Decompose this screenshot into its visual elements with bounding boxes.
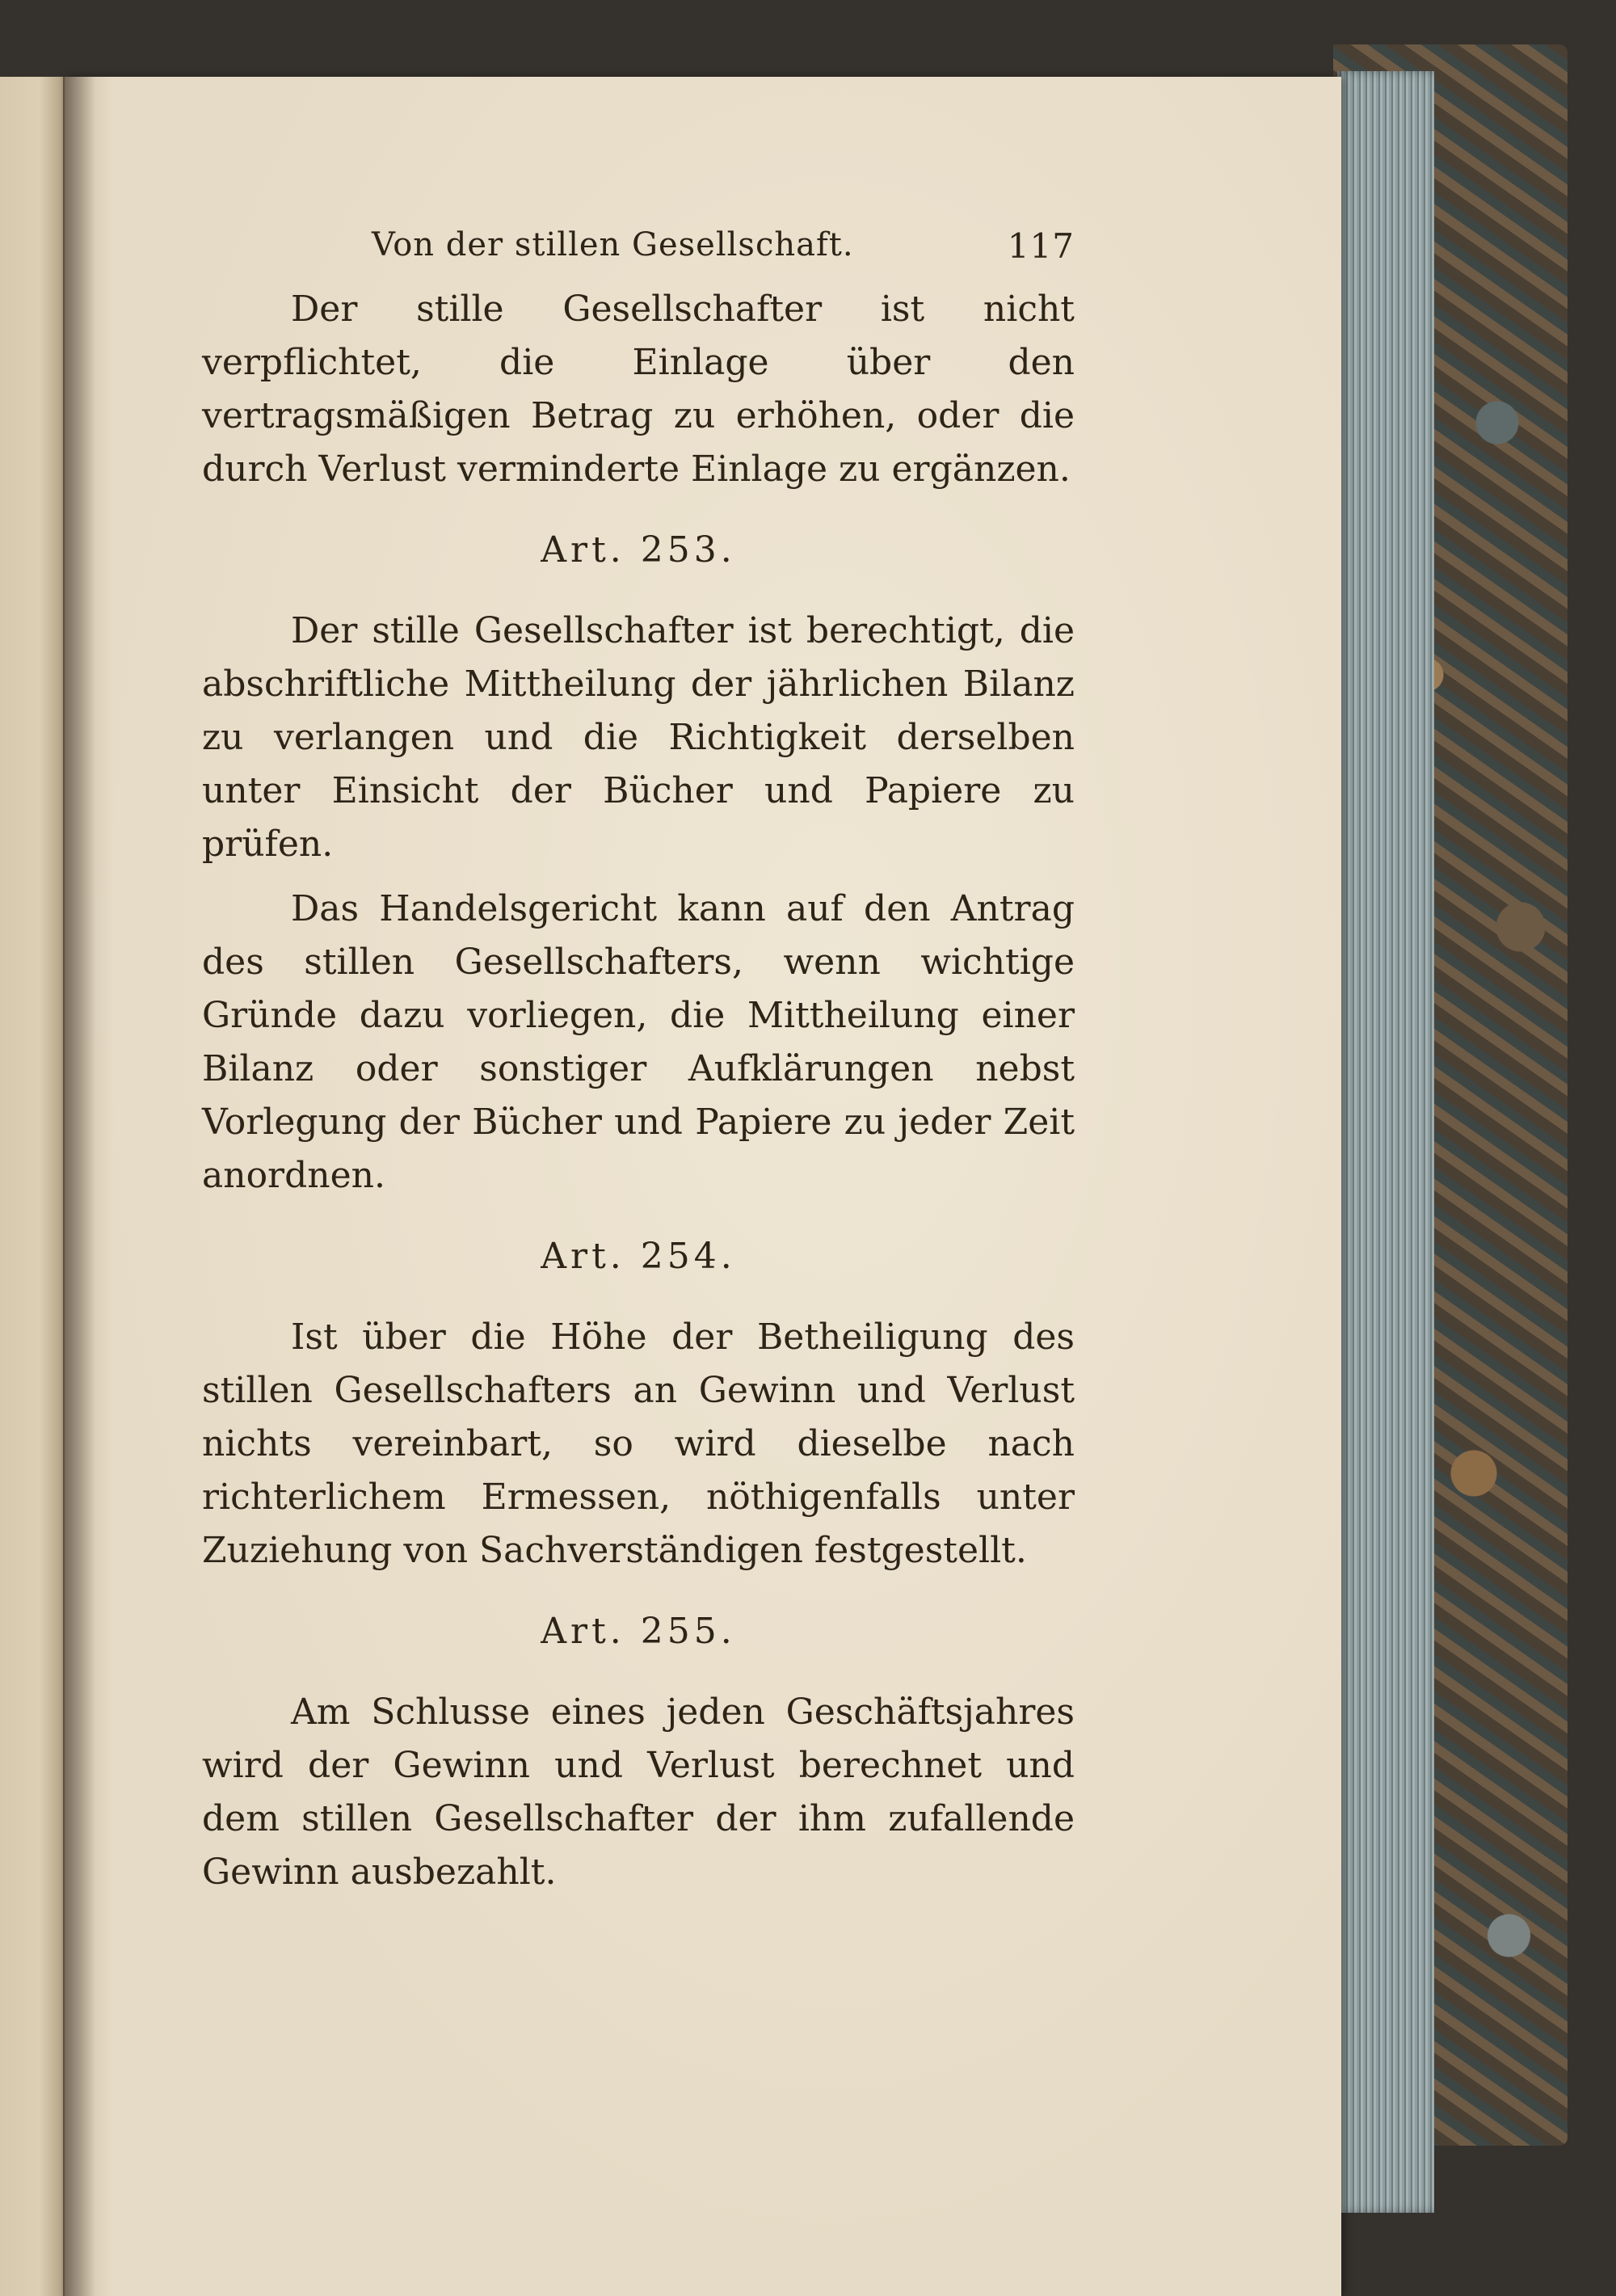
paragraph-geschaeftsjahr: Am Schlusse eines jeden Geschäftsjahres wird der Gewinn und Verlust berechnet und dem stillen Gesellschafter der ihm zufallende Gewinn ausbezahlt. bbox=[202, 1691, 1075, 1893]
paragraph-handelsgericht: Das Handelsgericht kann auf den Antrag des stillen Gesellschafters, wenn wichtige Gründe dazu vorliegen, die Mittheilung einer Bilanz oder sonstiger Aufklärungen nebst Vorlegung der Bücher und Papiere zu jeder Zeit anordnen. bbox=[202, 888, 1075, 1196]
paragraph-bilanz-recht: Der stille Gesellschafter ist berechtigt, die abschriftliche Mittheilung der jährlichen Bilanz zu verlangen und die Richtigkeit derselben unter Einsicht der Bücher und Papiere zu prüfen. bbox=[202, 610, 1075, 865]
article-heading-255: Art. 255. bbox=[541, 1611, 736, 1652]
article-heading-254: Art. 254. bbox=[541, 1236, 736, 1277]
book-page bbox=[65, 77, 1341, 2296]
gutter-shadow bbox=[63, 77, 95, 2296]
paragraph-betheiligung: Ist über die Höhe der Betheiligung des stillen Gesellschafters an Gewinn und Verlust nichts vereinbart, so wird dieselbe nach richterlichem Ermessen, nöthigenfalls unter Zuziehung von Sachverständigen festgestellt. bbox=[202, 1317, 1075, 1571]
facing-page-edge bbox=[0, 77, 71, 2296]
paragraph-einlage: Der stille Gesellschafter ist nicht verpflichtet, die Einlage über den vertragsmäßigen Betrag zu erhöhen, oder die durch Verlust verminderte Einlage zu ergänzen. bbox=[202, 289, 1075, 490]
article-heading-253: Art. 253. bbox=[541, 529, 736, 571]
page-number: 117 bbox=[1007, 226, 1075, 266]
page-text-block bbox=[202, 226, 1075, 1899]
running-head-title: Von der stillen Gesellschaft. bbox=[372, 226, 854, 263]
page-edges bbox=[1337, 71, 1434, 2213]
running-head bbox=[202, 226, 1075, 283]
